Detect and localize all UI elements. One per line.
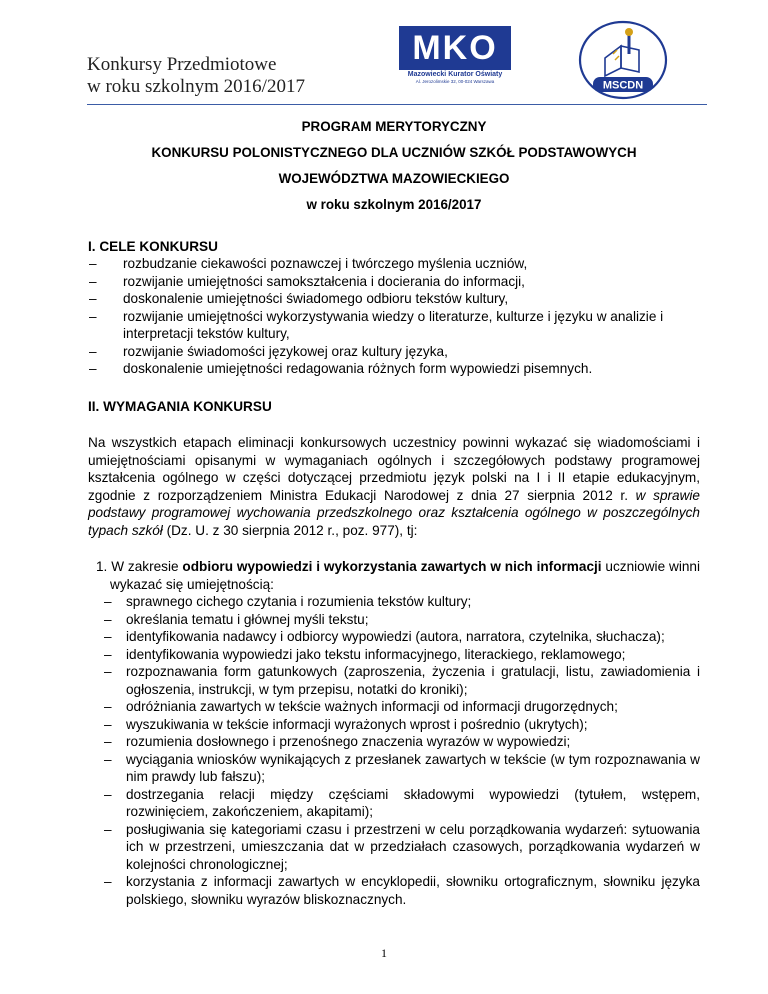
list-item: – rozwijanie umiejętności wykorzystywania wiedzy o literaturze, kulturze i języku w analizie i interpretacji tekstów kultury, [89, 308, 664, 342]
list-item: – dostrzegania relacji między częściami składowymi wypowiedzi (tytułem, wstępem, rozwinięciem, zakończeniem, akapitami); [104, 786, 700, 820]
list-item: – rozumienia dosłownego i przenośnego znaczenia wyrazów w wypowiedzi; [104, 734, 571, 750]
list-item: – posługiwania się kategoriami czasu i przestrzeni w celu porządkowania wydarzeń: sytuowania ich w przestrzeni, umieszczania dat w przedziałach czasowych, porządkowania wydarzeń w kolejności chronologicznej; [104, 821, 700, 872]
mko-logo [399, 26, 511, 90]
list-item: – doskonalenie umiejętności świadomego odbioru tekstów kultury, [89, 291, 509, 307]
list-item: – identyfikowania wypowiedzi jako tekstu informacyjnego, literackiego, reklamowego; [104, 646, 626, 662]
heading-line-1: PROGRAM MERYTORYCZNY [301, 119, 487, 134]
section-2-paragraph: Na wszystkich etapach eliminacji konkursowych uczestnicy powinni wykazać się wiadomościami i umiejętnościami opisanymi w wymaganiach ogólnych i szczegółowych podstawy programowej kształcenia ogólnego w części dotyczącej przedmiotu język polski na I i II etapie edukacyjnym, zgodnie z rozporządzeniem Ministra Edukacji Narodowej z dnia 27 sierpnia 2012 r. w sprawie podstawy programowej wychowania przedszkolnego oraz kształcenia ogólnego w poszczególnych typach szkół (Dz. U. z 30 sierpnia 2012 r., poz. 977), tj: [88, 435, 700, 538]
list-item: – rozpoznawania form gatunkowych (zaproszenia, życzenia i gratulacji, listu, zawiadomienia i ogłoszenia, instrukcji, w tym przepisu, notatki do kroniki); [104, 664, 700, 697]
section-1-list [88, 255, 700, 378]
heading-line-3: WOJEWÓDZTWA MAZOWIECKIEGO [278, 171, 510, 187]
page-number: 1 [381, 946, 387, 960]
list-item: – określania tematu i głównej myśli tekstu; [104, 611, 369, 627]
point-1-list [96, 593, 700, 908]
list-item: – identyfikowania nadawcy i odbiorcy wypowiedzi (autora, narratora, czytelnika, słuchacza); [104, 629, 665, 645]
section-2-title: II. WYMAGANIA KONKURSU [88, 398, 272, 414]
heading-line-2: KONKURSU POLONISTYCZNEGO DLA UCZNIÓW SZKÓŁ PODSTAWOWYCH [151, 145, 637, 161]
mko-logo-address: Al. Jerozolimskie 32, 00-024 Warszawa [415, 79, 495, 84]
mko-logo-caption: Mazowiecki Kurator Oświaty [407, 71, 503, 78]
list-item: – rozwijanie umiejętności samokształcenia i docierania do informacji, [89, 273, 525, 289]
section-1-title: I. CELE KONKURSU [88, 238, 218, 254]
header-title-line-2: w roku szkolnym 2016/2017 [87, 76, 305, 97]
header-title [87, 54, 305, 98]
page-header [87, 29, 707, 100]
mko-logo-letters: MKO [412, 29, 498, 67]
document-body [88, 118, 700, 908]
mscdn-logo [577, 20, 669, 106]
point-1-lead: 1. W zakresie odbioru wypowiedzi i wykorzystania zawartych w nich informacji uczniowie winni wykazać się umiejętnością: [96, 559, 700, 592]
list-item: – sprawnego cichego czytania i rozumienia tekstów kultury; [104, 594, 472, 610]
list-item: – korzystania z informacji zawartych w encyklopedii, słowniku ortograficznym, słowniku języka polskiego, słowniku wyrazów bliskoznacznych. [104, 874, 700, 907]
point-1 [96, 558, 700, 908]
list-item: – rozwijanie świadomości językowej oraz kultury języka, [89, 343, 448, 359]
list-item: – rozbudzanie ciekawości poznawczej i twórczego myślenia uczniów, [89, 256, 528, 272]
list-item: – wyciągania wniosków wynikających z przesłanek zawartych w tekście (w tym rozpoznawania w nim prawdy lub fałszu); [104, 751, 700, 785]
list-item: – doskonalenie umiejętności redagowania różnych form wypowiedzi pisemnych. [89, 361, 593, 377]
heading-line-4: w roku szkolnym 2016/2017 [306, 197, 482, 213]
list-item: – wyszukiwania w tekście informacji wyrażonych wprost i pośrednio (ukrytych); [104, 716, 588, 732]
mscdn-logo-text: MSCDN [602, 79, 644, 92]
header-title-line-1: Konkursy Przedmiotowe [87, 54, 277, 75]
list-item: – odróżniania zawartych w tekście ważnych informacji od informacji drugorzędnych; [104, 699, 618, 715]
header-rule [87, 104, 707, 105]
